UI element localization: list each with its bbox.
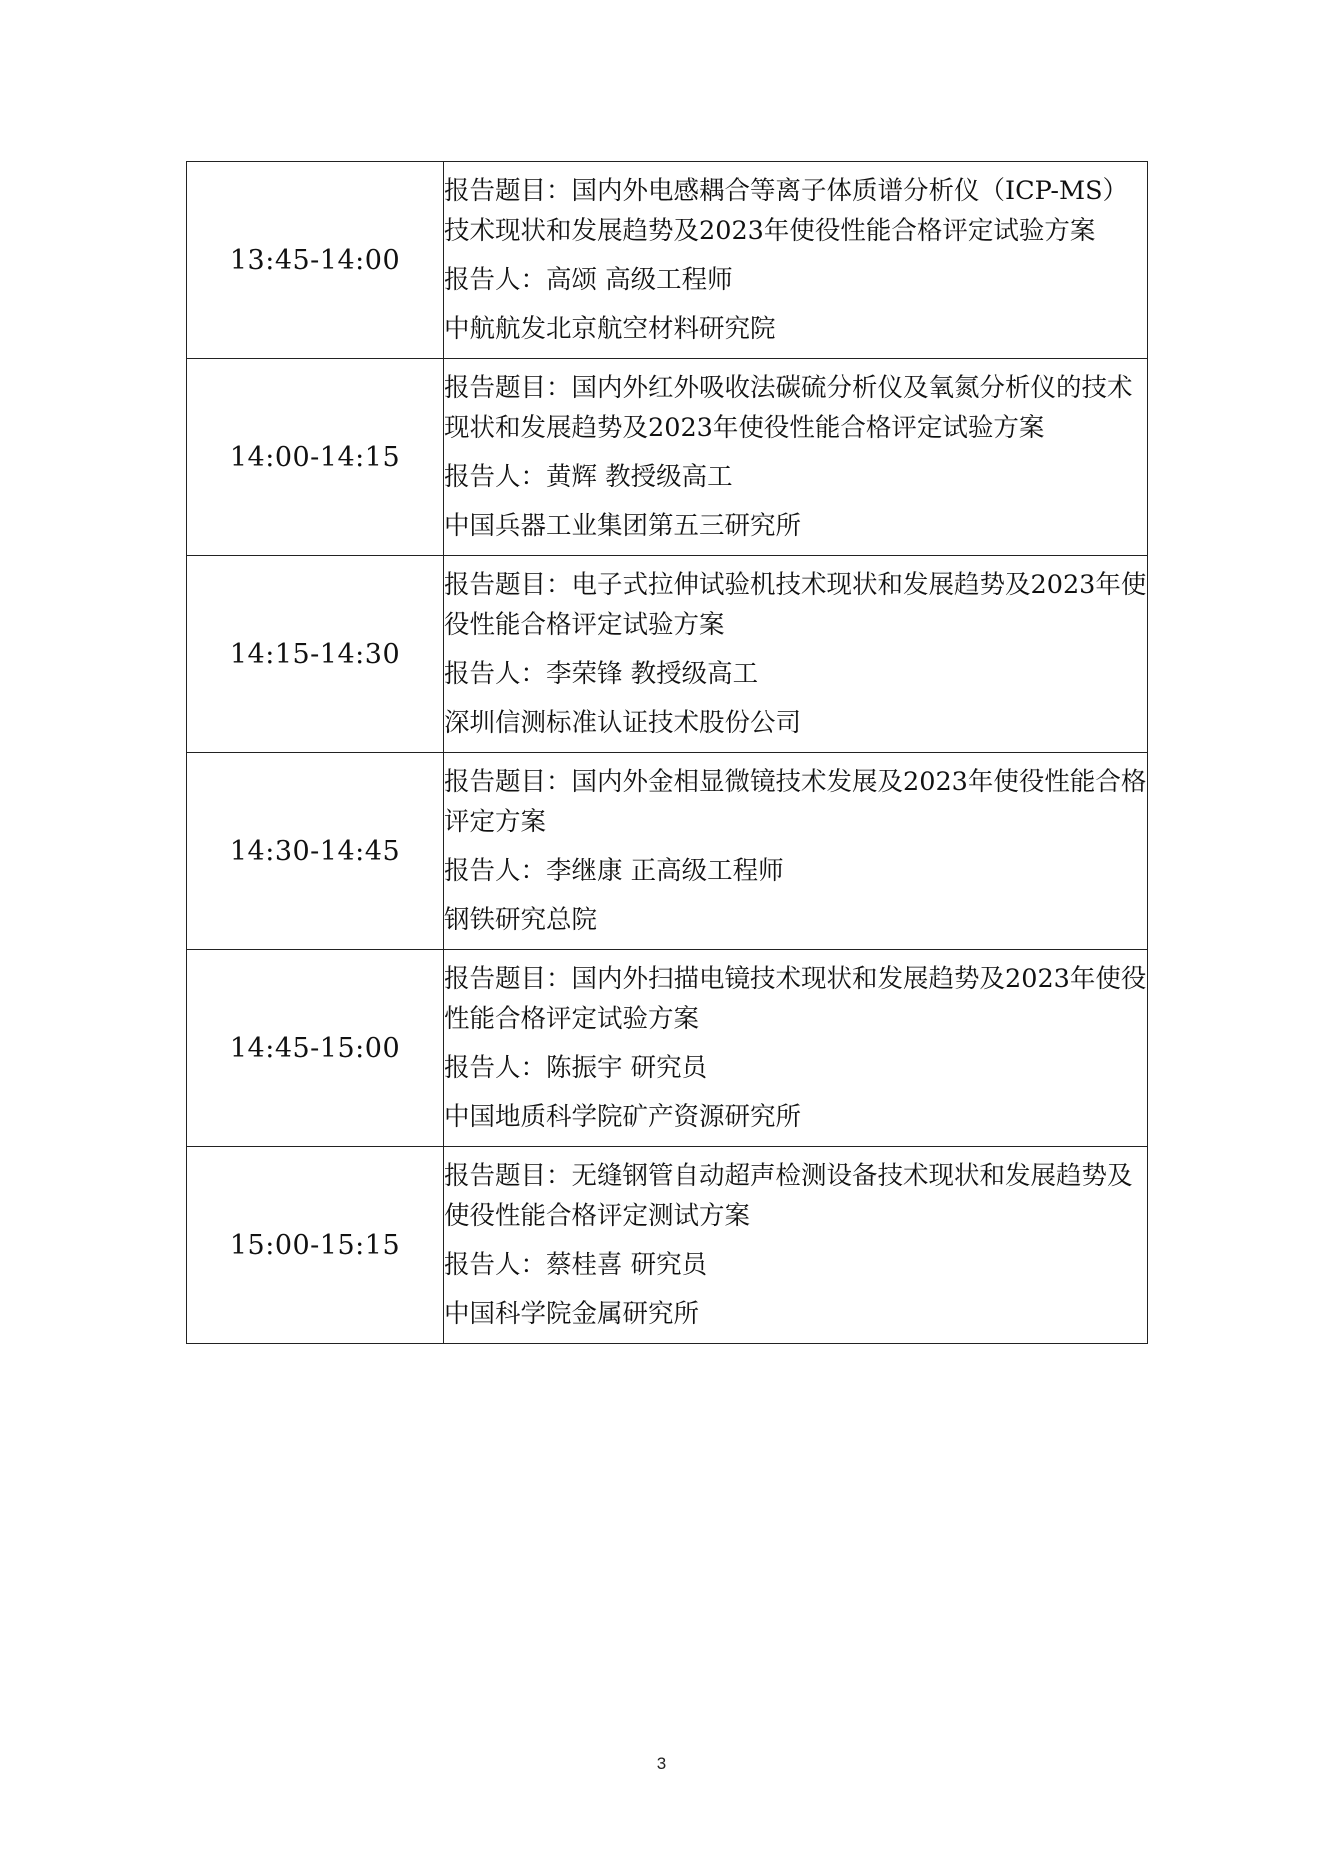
time-slot: 14:45-15:00 — [187, 950, 444, 1147]
session-details — [444, 556, 1148, 753]
speaker: 报告人：李荣锋 教授级高工 — [444, 659, 759, 689]
report-title: 报告题目：无缝钢管自动超声检测设备技术现状和发展趋势及使役性能合格评定测试方案 — [444, 1161, 1133, 1231]
speaker: 报告人：高颂 高级工程师 — [444, 265, 733, 295]
session-details — [444, 162, 1148, 359]
report-title: 报告题目：国内外扫描电镜技术现状和发展趋势及2023年使役性能合格评定试验方案 — [444, 964, 1147, 1034]
organization: 中国地质科学院矿产资源研究所 — [444, 1102, 802, 1132]
speaker: 报告人：黄辉 教授级高工 — [444, 462, 733, 492]
speaker: 报告人：陈振宇 研究员 — [444, 1053, 708, 1083]
report-title: 报告题目：国内外红外吸收法碳硫分析仪及氧氮分析仪的技术现状和发展趋势及2023年使役性能合格评定试验方案 — [444, 373, 1133, 443]
time-slot: 14:30-14:45 — [187, 753, 444, 950]
time-slot: 14:15-14:30 — [187, 556, 444, 753]
time-slot: 13:45-14:00 — [187, 162, 444, 359]
report-title: 报告题目：电子式拉伸试验机技术现状和发展趋势及2023年使役性能合格评定试验方案 — [444, 570, 1147, 640]
table-row — [187, 1147, 1148, 1344]
session-details — [444, 359, 1148, 556]
organization: 中航航发北京航空材料研究院 — [444, 314, 776, 344]
speaker: 报告人：蔡桂喜 研究员 — [444, 1250, 708, 1280]
schedule-table — [186, 161, 1148, 1344]
time-slot: 15:00-15:15 — [187, 1147, 444, 1344]
table-row — [187, 950, 1148, 1147]
report-title: 报告题目：国内外金相显微镜技术发展及2023年使役性能合格评定方案 — [444, 767, 1147, 837]
page-number: 3 — [656, 1754, 667, 1773]
session-details — [444, 753, 1148, 950]
organization: 深圳信测标准认证技术股份公司 — [444, 708, 802, 738]
table-row — [187, 753, 1148, 950]
time-slot: 14:00-14:15 — [187, 359, 444, 556]
table-row — [187, 162, 1148, 359]
table-row — [187, 359, 1148, 556]
table-row — [187, 556, 1148, 753]
organization: 中国科学院金属研究所 — [444, 1299, 700, 1329]
organization: 钢铁研究总院 — [444, 905, 598, 935]
report-title: 报告题目：国内外电感耦合等离子体质谱分析仪（ICP-MS）技术现状和发展趋势及2023年使役性能合格评定试验方案 — [444, 176, 1129, 246]
organization: 中国兵器工业集团第五三研究所 — [444, 511, 802, 541]
session-details — [444, 950, 1148, 1147]
session-details — [444, 1147, 1148, 1344]
speaker: 报告人：李继康 正高级工程师 — [444, 856, 784, 886]
